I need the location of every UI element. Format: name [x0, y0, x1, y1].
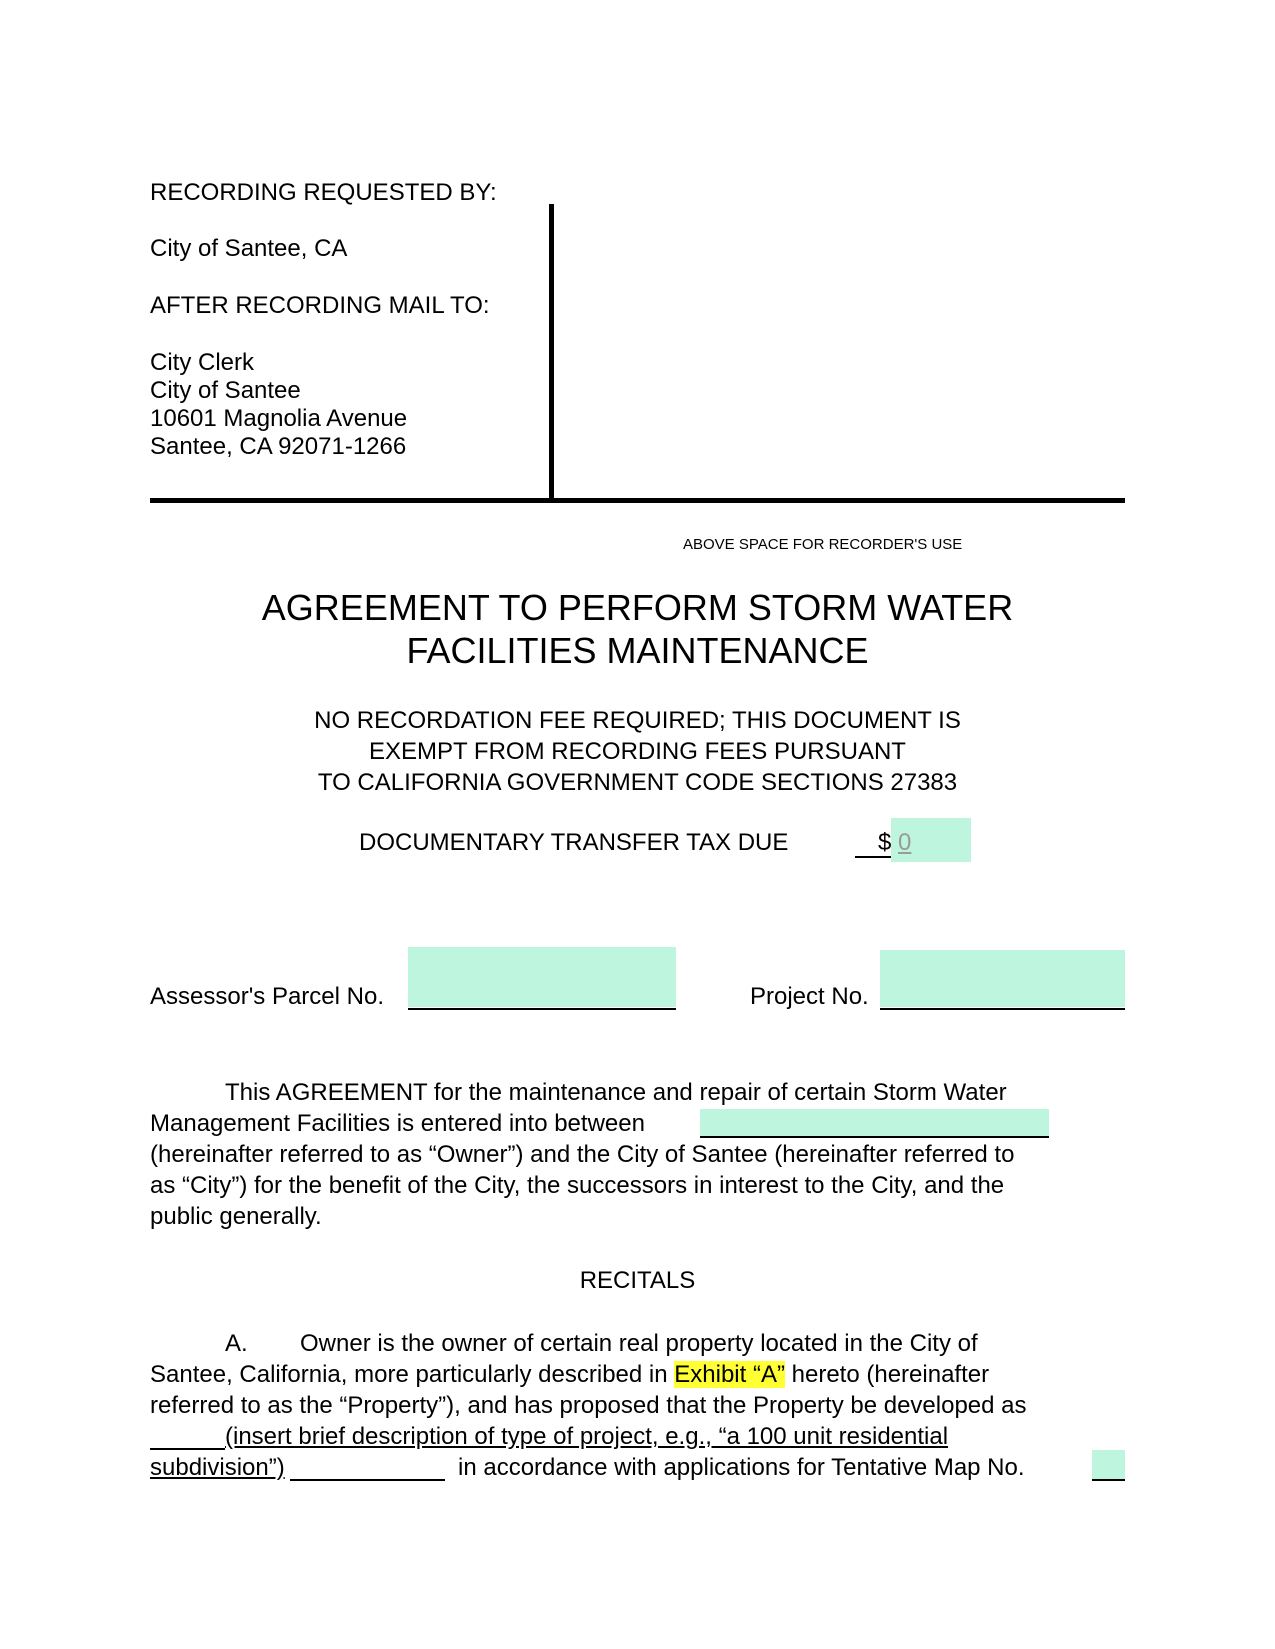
recital-a-line-5-suffix: in accordance with applications for Tentative Map No.: [458, 1454, 1025, 1481]
mail-to-line-1: City Clerk: [150, 349, 255, 376]
recorder-box-vertical-divider: [549, 204, 554, 501]
agreement-paragraph: [150, 1077, 1125, 1232]
agreement-line-2: [150, 1108, 1125, 1139]
recorder-box-horizontal-divider: [150, 498, 1125, 503]
tentative-map-number-field[interactable]: [1092, 1450, 1125, 1480]
project-description-trailing-underline: [290, 1479, 445, 1481]
recital-a-line-2-prefix: Santee, California, more particularly described in: [150, 1361, 668, 1388]
recital-a-line-5: [150, 1452, 1125, 1483]
mail-to-line-4: Santee, CA 92071-1266: [150, 433, 407, 460]
agreement-line-5: public generally.: [150, 1203, 322, 1230]
exhibit-a-reference: Exhibit “A”: [674, 1361, 785, 1388]
exempt-line-2: EXEMPT FROM RECORDING FEES PURSUANT: [369, 738, 906, 765]
recital-a: [150, 1328, 1125, 1483]
mail-to-line-3: 10601 Magnolia Avenue: [150, 405, 408, 432]
agreement-line-1: This AGREEMENT for the maintenance and repair of certain Storm Water: [225, 1079, 1007, 1106]
transfer-tax-dollar-sign: $: [878, 829, 892, 856]
exempt-line-3: TO CALIFORNIA GOVERNMENT CODE SECTIONS 27383: [317, 769, 958, 796]
requester-name: City of Santee, CA: [150, 235, 348, 262]
recital-a-line-3: referred to as the “Property”), and has proposed that the Property be developed as: [150, 1392, 1027, 1419]
parcel-number-field[interactable]: [408, 947, 676, 1007]
document-title: [150, 586, 1125, 672]
title-line-2: FACILITIES MAINTENANCE: [406, 630, 869, 671]
recital-a-line-2: [150, 1359, 1125, 1390]
transfer-tax-label: DOCUMENTARY TRANSFER TAX DUE: [359, 829, 789, 856]
recorder-space-note: ABOVE SPACE FOR RECORDER'S USE: [683, 536, 963, 553]
tentative-map-number-underline: [1092, 1479, 1125, 1481]
recital-a-marker: A.: [225, 1330, 248, 1357]
recital-a-line-1-text: Owner is the owner of certain real property located in the City of: [300, 1330, 978, 1357]
parcel-number-label: Assessor's Parcel No.: [150, 983, 384, 1010]
owner-name-field[interactable]: [700, 1109, 1049, 1137]
owner-name-underline: [700, 1136, 1049, 1138]
project-description-placeholder[interactable]: (insert brief description of type of project, e.g., “a 100 unit residential: [225, 1423, 949, 1450]
recital-a-line-4: [150, 1421, 1125, 1452]
project-description-placeholder-end[interactable]: subdivision”): [150, 1454, 285, 1481]
mail-to-line-2: City of Santee: [150, 377, 301, 404]
exempt-line-1: NO RECORDATION FEE REQUIRED; THIS DOCUMENT IS: [314, 707, 961, 734]
recitals-heading: RECITALS: [579, 1267, 696, 1294]
project-description-leading-underline: [150, 1448, 225, 1450]
project-number-label: Project No.: [750, 983, 869, 1010]
fee-exemption-notice: [150, 705, 1125, 798]
mail-to-label: AFTER RECORDING MAIL TO:: [150, 292, 490, 319]
agreement-line-3: (hereinafter referred to as “Owner”) and the City of Santee (hereinafter referred to: [150, 1141, 1015, 1168]
project-number-underline: [880, 1008, 1125, 1010]
recital-a-line-2-suffix: hereto (hereinafter: [791, 1361, 990, 1388]
project-number-field[interactable]: [880, 950, 1125, 1007]
recording-requested-label: RECORDING REQUESTED BY:: [150, 179, 497, 206]
recital-a-line-1: [150, 1328, 1125, 1359]
parcel-number-underline: [408, 1008, 676, 1010]
transfer-tax-value[interactable]: 0: [898, 829, 912, 856]
title-line-1: AGREEMENT TO PERFORM STORM WATER: [261, 587, 1014, 628]
agreement-line-4: as “City”) for the benefit of the City, the successors in interest to the City, and the: [150, 1172, 1005, 1199]
agreement-line-2-text: Management Facilities is entered into between: [150, 1110, 645, 1137]
